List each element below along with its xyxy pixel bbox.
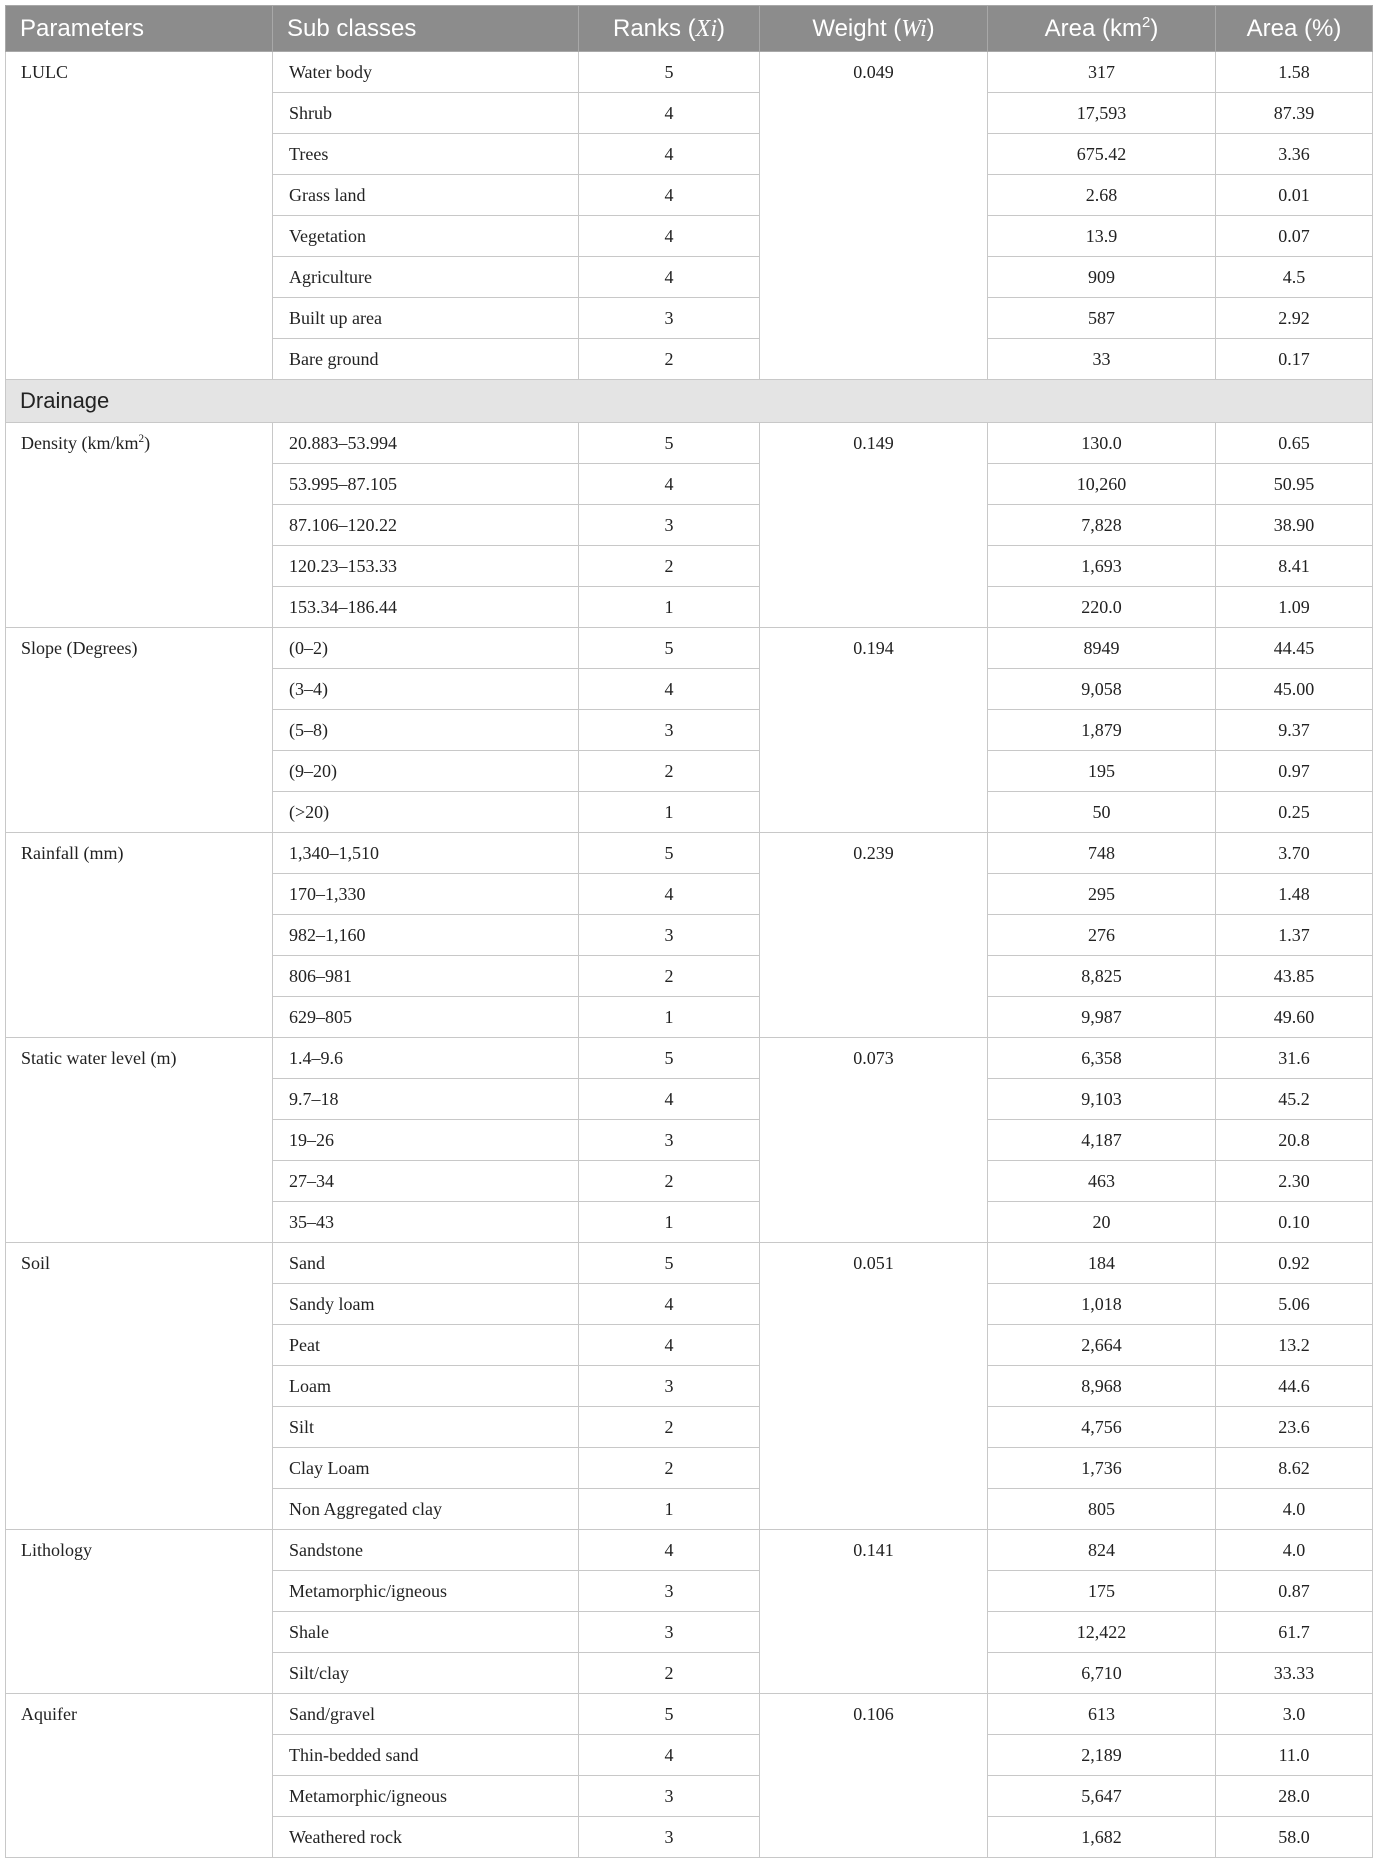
rank-cell: 1 xyxy=(579,587,760,628)
area-pct-cell: 1.09 xyxy=(1216,587,1373,628)
area-km-cell: 587 xyxy=(988,298,1216,339)
weight-cell-slope: 0.194 xyxy=(760,628,988,833)
rank-cell: 2 xyxy=(579,339,760,380)
rank-cell: 3 xyxy=(579,505,760,546)
area-km-cell: 675.42 xyxy=(988,134,1216,175)
subclass-cell: (9–20) xyxy=(273,751,579,792)
rank-cell: 4 xyxy=(579,1735,760,1776)
subclass-cell: 806–981 xyxy=(273,956,579,997)
subclass-cell: Shale xyxy=(273,1612,579,1653)
rank-cell: 3 xyxy=(579,298,760,339)
parameter-label-close: ) xyxy=(144,433,151,453)
subclass-cell: 20.883–53.994 xyxy=(273,423,579,464)
area-pct-cell: 58.0 xyxy=(1216,1817,1373,1858)
rank-cell: 4 xyxy=(579,464,760,505)
area-km-cell: 1,879 xyxy=(988,710,1216,751)
header-sub-classes: Sub classes xyxy=(273,6,579,52)
area-pct-cell: 0.92 xyxy=(1216,1243,1373,1284)
area-km-cell: 1,018 xyxy=(988,1284,1216,1325)
rank-cell: 4 xyxy=(579,93,760,134)
header-area-km xyxy=(988,6,1216,52)
rank-cell: 3 xyxy=(579,915,760,956)
rank-cell: 4 xyxy=(579,134,760,175)
subclass-cell: Agriculture xyxy=(273,257,579,298)
area-km-cell: 9,058 xyxy=(988,669,1216,710)
rank-cell: 4 xyxy=(579,1530,760,1571)
parameter-cell-soil: Soil xyxy=(6,1243,273,1530)
subclass-cell: 19–26 xyxy=(273,1120,579,1161)
subclass-cell: (>20) xyxy=(273,792,579,833)
area-km-cell: 8,968 xyxy=(988,1366,1216,1407)
area-km-cell: 4,756 xyxy=(988,1407,1216,1448)
area-pct-cell: 5.06 xyxy=(1216,1284,1373,1325)
rank-cell: 5 xyxy=(579,1243,760,1284)
table-row xyxy=(6,833,1373,874)
parameter-cell-lithology: Lithology xyxy=(6,1530,273,1694)
rank-cell: 2 xyxy=(579,1161,760,1202)
area-km-cell: 184 xyxy=(988,1243,1216,1284)
parameter-cell-lulc: LULC xyxy=(6,52,273,380)
area-pct-cell: 4.0 xyxy=(1216,1489,1373,1530)
weight-cell-density: 0.149 xyxy=(760,423,988,628)
area-km-cell: 2,189 xyxy=(988,1735,1216,1776)
rank-cell: 1 xyxy=(579,1202,760,1243)
area-km-cell: 33 xyxy=(988,339,1216,380)
area-km-cell: 2,664 xyxy=(988,1325,1216,1366)
area-pct-cell: 13.2 xyxy=(1216,1325,1373,1366)
subclass-cell: (3–4) xyxy=(273,669,579,710)
area-km-cell: 1,682 xyxy=(988,1817,1216,1858)
rank-cell: 4 xyxy=(579,175,760,216)
subclass-cell: Silt xyxy=(273,1407,579,1448)
rank-cell: 3 xyxy=(579,1366,760,1407)
area-km-cell: 805 xyxy=(988,1489,1216,1530)
parameters-table xyxy=(5,5,1373,1858)
parameter-cell-rainfall: Rainfall (mm) xyxy=(6,833,273,1038)
header-ranks-label: Ranks ( xyxy=(612,14,696,42)
area-km-cell: 4,187 xyxy=(988,1120,1216,1161)
rank-cell: 3 xyxy=(579,1776,760,1817)
subclass-cell: 1,340–1,510 xyxy=(273,833,579,874)
area-pct-cell: 50.95 xyxy=(1216,464,1373,505)
area-km-cell: 824 xyxy=(988,1530,1216,1571)
area-km-cell: 130.0 xyxy=(988,423,1216,464)
rank-cell: 3 xyxy=(579,1817,760,1858)
table-header xyxy=(6,6,1373,52)
area-km-cell: 220.0 xyxy=(988,587,1216,628)
rank-cell: 2 xyxy=(579,1653,760,1694)
area-pct-cell: 4.0 xyxy=(1216,1530,1373,1571)
table-container xyxy=(5,5,1372,1858)
area-km-cell: 10,260 xyxy=(988,464,1216,505)
table-row xyxy=(6,1038,1373,1079)
parameter-cell-density xyxy=(6,423,273,628)
area-pct-cell: 9.37 xyxy=(1216,710,1373,751)
area-pct-cell: 3.0 xyxy=(1216,1694,1373,1735)
rank-cell: 4 xyxy=(579,257,760,298)
area-km-cell: 748 xyxy=(988,833,1216,874)
subclass-cell: 27–34 xyxy=(273,1161,579,1202)
rank-cell: 5 xyxy=(579,833,760,874)
subclass-cell: (5–8) xyxy=(273,710,579,751)
rank-cell: 2 xyxy=(579,1407,760,1448)
rank-cell: 4 xyxy=(579,1325,760,1366)
subclass-cell: Weathered rock xyxy=(273,1817,579,1858)
subclass-cell: Water body xyxy=(273,52,579,93)
area-km-cell: 5,647 xyxy=(988,1776,1216,1817)
area-km-cell: 17,593 xyxy=(988,93,1216,134)
weight-cell-rainfall: 0.239 xyxy=(760,833,988,1038)
header-weight xyxy=(760,6,988,52)
subclass-cell: Silt/clay xyxy=(273,1653,579,1694)
table-body xyxy=(6,52,1373,1858)
subclass-cell: 35–43 xyxy=(273,1202,579,1243)
header-ranks-close: ) xyxy=(717,14,725,42)
area-pct-cell: 45.00 xyxy=(1216,669,1373,710)
area-pct-cell: 3.36 xyxy=(1216,134,1373,175)
rank-cell: 5 xyxy=(579,52,760,93)
area-pct-cell: 3.70 xyxy=(1216,833,1373,874)
rank-cell: 2 xyxy=(579,1448,760,1489)
area-km-cell: 9,987 xyxy=(988,997,1216,1038)
area-km-cell: 20 xyxy=(988,1202,1216,1243)
subclass-cell: 53.995–87.105 xyxy=(273,464,579,505)
subclass-cell: 87.106–120.22 xyxy=(273,505,579,546)
table-row xyxy=(6,628,1373,669)
area-pct-cell: 0.25 xyxy=(1216,792,1373,833)
area-pct-cell: 0.65 xyxy=(1216,423,1373,464)
section-row-drainage xyxy=(6,380,1373,423)
header-area-km-label: Area (km xyxy=(1044,14,1143,42)
area-km-cell: 1,693 xyxy=(988,546,1216,587)
area-km-cell: 276 xyxy=(988,915,1216,956)
subclass-cell: Loam xyxy=(273,1366,579,1407)
subclass-cell: 170–1,330 xyxy=(273,874,579,915)
parameter-label: Density (km/km xyxy=(21,433,139,453)
rank-cell: 5 xyxy=(579,628,760,669)
subclass-cell: Sandstone xyxy=(273,1530,579,1571)
rank-cell: 3 xyxy=(579,1571,760,1612)
area-pct-cell: 87.39 xyxy=(1216,93,1373,134)
weight-cell-lithology: 0.141 xyxy=(760,1530,988,1694)
subclass-cell: Bare ground xyxy=(273,339,579,380)
area-pct-cell: 2.92 xyxy=(1216,298,1373,339)
subclass-cell: 153.34–186.44 xyxy=(273,587,579,628)
area-km-cell: 2.68 xyxy=(988,175,1216,216)
area-pct-cell: 43.85 xyxy=(1216,956,1373,997)
rank-cell: 2 xyxy=(579,751,760,792)
subclass-cell: Non Aggregated clay xyxy=(273,1489,579,1530)
area-km-cell: 613 xyxy=(988,1694,1216,1735)
area-pct-cell: 44.6 xyxy=(1216,1366,1373,1407)
area-km-cell: 8949 xyxy=(988,628,1216,669)
area-km-cell: 909 xyxy=(988,257,1216,298)
subclass-cell: Grass land xyxy=(273,175,579,216)
area-pct-cell: 0.01 xyxy=(1216,175,1373,216)
area-km-cell: 6,710 xyxy=(988,1653,1216,1694)
header-weight-close: ) xyxy=(926,14,935,42)
header-row xyxy=(6,6,1373,52)
area-pct-cell: 0.10 xyxy=(1216,1202,1373,1243)
header-weight-label: Weight ( xyxy=(812,14,902,42)
rank-cell: 4 xyxy=(579,1079,760,1120)
area-pct-cell: 61.7 xyxy=(1216,1612,1373,1653)
area-pct-cell: 0.07 xyxy=(1216,216,1373,257)
header-weight-symbol: Wi xyxy=(901,15,927,42)
parameter-cell-slope: Slope (Degrees) xyxy=(6,628,273,833)
subclass-cell: 9.7–18 xyxy=(273,1079,579,1120)
area-pct-cell: 0.87 xyxy=(1216,1571,1373,1612)
area-pct-cell: 23.6 xyxy=(1216,1407,1373,1448)
subclass-cell: Sand xyxy=(273,1243,579,1284)
table-row xyxy=(6,1694,1373,1735)
area-pct-cell: 2.30 xyxy=(1216,1161,1373,1202)
weight-cell-lulc: 0.049 xyxy=(760,52,988,380)
rank-cell: 3 xyxy=(579,1120,760,1161)
rank-cell: 1 xyxy=(579,997,760,1038)
header-ranks-symbol: Xi xyxy=(695,15,717,42)
area-km-cell: 7,828 xyxy=(988,505,1216,546)
subclass-cell: Clay Loam xyxy=(273,1448,579,1489)
subclass-cell: Vegetation xyxy=(273,216,579,257)
area-pct-cell: 1.37 xyxy=(1216,915,1373,956)
area-km-cell: 8,825 xyxy=(988,956,1216,997)
rank-cell: 3 xyxy=(579,710,760,751)
area-pct-cell: 4.5 xyxy=(1216,257,1373,298)
table-row xyxy=(6,423,1373,464)
area-km-cell: 195 xyxy=(988,751,1216,792)
rank-cell: 5 xyxy=(579,1038,760,1079)
subclass-cell: 1.4–9.6 xyxy=(273,1038,579,1079)
subclass-cell: Built up area xyxy=(273,298,579,339)
weight-cell-aquifer: 0.106 xyxy=(760,1694,988,1858)
rank-cell: 2 xyxy=(579,956,760,997)
subclass-cell: Metamorphic/igneous xyxy=(273,1776,579,1817)
rank-cell: 4 xyxy=(579,669,760,710)
area-pct-cell: 0.97 xyxy=(1216,751,1373,792)
subclass-cell: Thin-bedded sand xyxy=(273,1735,579,1776)
header-area-pct: Area (%) xyxy=(1216,6,1373,52)
area-pct-cell: 38.90 xyxy=(1216,505,1373,546)
area-pct-cell: 28.0 xyxy=(1216,1776,1373,1817)
area-km-cell: 13.9 xyxy=(988,216,1216,257)
subclass-cell: 982–1,160 xyxy=(273,915,579,956)
table-row xyxy=(6,52,1373,93)
area-km-cell: 50 xyxy=(988,792,1216,833)
section-label-drainage: Drainage xyxy=(6,380,1373,423)
subclass-cell: 629–805 xyxy=(273,997,579,1038)
area-pct-cell: 33.33 xyxy=(1216,1653,1373,1694)
subclass-cell: Shrub xyxy=(273,93,579,134)
area-km-cell: 6,358 xyxy=(988,1038,1216,1079)
subclass-cell: Sand/gravel xyxy=(273,1694,579,1735)
subclass-cell: Metamorphic/igneous xyxy=(273,1571,579,1612)
parameter-cell-swl: Static water level (m) xyxy=(6,1038,273,1243)
rank-cell: 1 xyxy=(579,1489,760,1530)
rank-cell: 4 xyxy=(579,1284,760,1325)
rank-cell: 3 xyxy=(579,1612,760,1653)
rank-cell: 5 xyxy=(579,1694,760,1735)
table-row xyxy=(6,1243,1373,1284)
area-pct-cell: 31.6 xyxy=(1216,1038,1373,1079)
subclass-cell: (0–2) xyxy=(273,628,579,669)
weight-cell-soil: 0.051 xyxy=(760,1243,988,1530)
rank-cell: 5 xyxy=(579,423,760,464)
area-km-cell: 175 xyxy=(988,1571,1216,1612)
subclass-cell: Peat xyxy=(273,1325,579,1366)
header-area-km-sup: 2 xyxy=(1142,14,1151,31)
area-pct-cell: 8.41 xyxy=(1216,546,1373,587)
header-parameters: Parameters xyxy=(6,6,273,52)
area-km-cell: 463 xyxy=(988,1161,1216,1202)
area-pct-cell: 0.17 xyxy=(1216,339,1373,380)
area-pct-cell: 1.48 xyxy=(1216,874,1373,915)
rank-cell: 2 xyxy=(579,546,760,587)
subclass-cell: Sandy loam xyxy=(273,1284,579,1325)
area-km-cell: 12,422 xyxy=(988,1612,1216,1653)
parameter-cell-aquifer: Aquifer xyxy=(6,1694,273,1858)
area-pct-cell: 44.45 xyxy=(1216,628,1373,669)
header-ranks xyxy=(579,6,760,52)
weight-cell-swl: 0.073 xyxy=(760,1038,988,1243)
area-km-cell: 295 xyxy=(988,874,1216,915)
rank-cell: 4 xyxy=(579,216,760,257)
area-pct-cell: 49.60 xyxy=(1216,997,1373,1038)
area-pct-cell: 20.8 xyxy=(1216,1120,1373,1161)
area-km-cell: 317 xyxy=(988,52,1216,93)
area-pct-cell: 8.62 xyxy=(1216,1448,1373,1489)
rank-cell: 4 xyxy=(579,874,760,915)
area-km-cell: 9,103 xyxy=(988,1079,1216,1120)
area-pct-cell: 45.2 xyxy=(1216,1079,1373,1120)
area-km-cell: 1,736 xyxy=(988,1448,1216,1489)
table-row xyxy=(6,1530,1373,1571)
area-pct-cell: 1.58 xyxy=(1216,52,1373,93)
parameter-label-sup: 2 xyxy=(138,433,145,445)
header-area-km-close: ) xyxy=(1150,14,1159,42)
subclass-cell: 120.23–153.33 xyxy=(273,546,579,587)
rank-cell: 1 xyxy=(579,792,760,833)
subclass-cell: Trees xyxy=(273,134,579,175)
area-pct-cell: 11.0 xyxy=(1216,1735,1373,1776)
